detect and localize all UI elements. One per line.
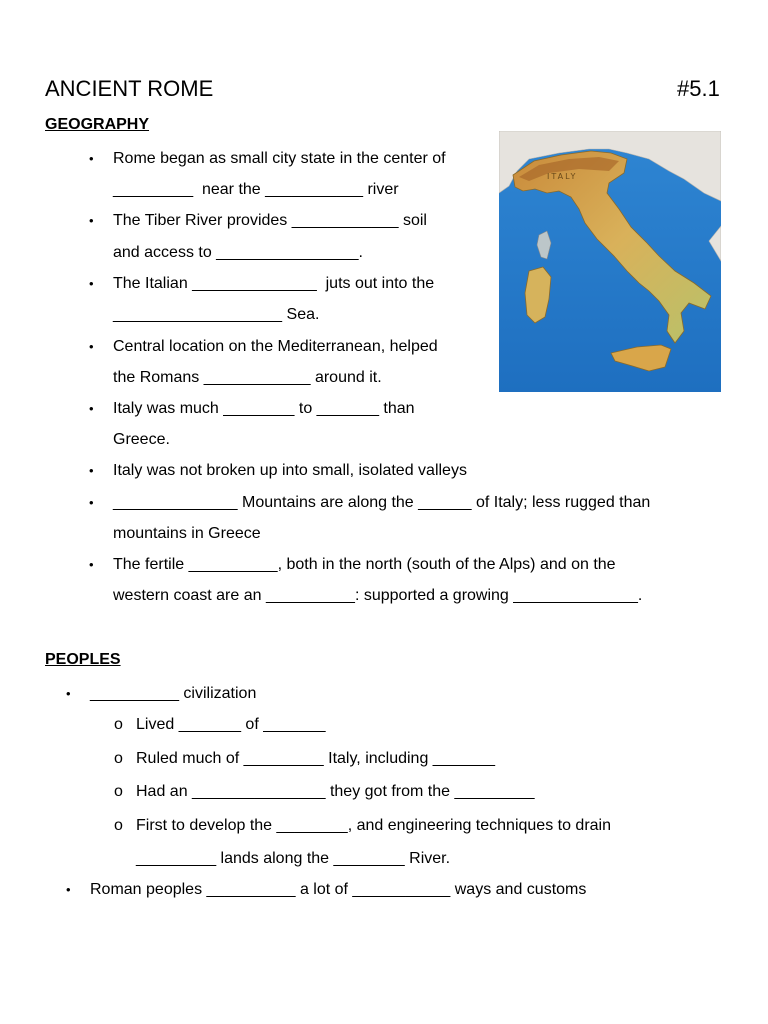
bullet-marker: • [89,463,94,478]
geography-line: The Italian ______________ juts out into the [113,275,435,292]
bullet-marker: • [89,495,94,510]
geography-line: the Romans ____________ around it. [113,369,382,386]
worksheet-number: #5.1 [677,76,720,101]
geography-line: western coast are an __________: supported a growing ______________. [113,587,643,604]
geography-line: Rome began as small city state in the center of [113,150,446,167]
bullet-marker: • [89,276,94,291]
sub-bullet-marker: o [114,716,123,733]
bullet-marker: • [66,686,71,701]
bullet-marker: • [66,882,71,897]
peoples-subline: Ruled much of _________ Italy, including _______ [136,750,496,767]
geography-line: _________ near the ___________ river [113,181,399,198]
peoples-subline: Had an _______________ they got from the _________ [136,783,535,800]
sub-bullet-marker: o [114,750,123,767]
geography-heading: GEOGRAPHY [45,116,150,133]
geography-line: The fertile __________, both in the north (south of the Alps) and on the [113,556,616,573]
italy-map-image [499,131,721,392]
geography-line: and access to ________________. [113,244,363,261]
geography-line: Italy was much ________ to _______ than [113,400,415,417]
peoples-heading: PEOPLES [45,651,121,668]
peoples-line: __________ civilization [90,685,257,702]
geography-line: The Tiber River provides ____________ soil [113,212,427,229]
bullet-marker: • [89,151,94,166]
geography-line: mountains in Greece [113,525,261,542]
bullet-marker: • [89,401,94,416]
geography-line: ___________________ Sea. [113,306,320,323]
map-label: ITALY [547,172,578,181]
bullet-marker: • [89,557,94,572]
sub-bullet-marker: o [114,783,123,800]
peoples-subline: First to develop the ________, and engineering techniques to drain [136,817,612,834]
peoples-subline: Lived _______ of _______ [136,716,326,733]
bullet-marker: • [89,339,94,354]
geography-line: Central location on the Mediterranean, helped [113,338,438,355]
peoples-subline: _________ lands along the ________ River. [136,850,451,867]
page-title: ANCIENT ROME [45,76,214,101]
geography-line: ______________ Mountains are along the ______ of Italy; less rugged than [113,494,651,511]
sub-bullet-marker: o [114,817,123,834]
bullet-marker: • [89,213,94,228]
geography-line: Italy was not broken up into small, isolated valleys [113,462,467,479]
peoples-line: Roman peoples __________ a lot of ___________ ways and customs [90,881,587,898]
geography-line: Greece. [113,431,170,448]
